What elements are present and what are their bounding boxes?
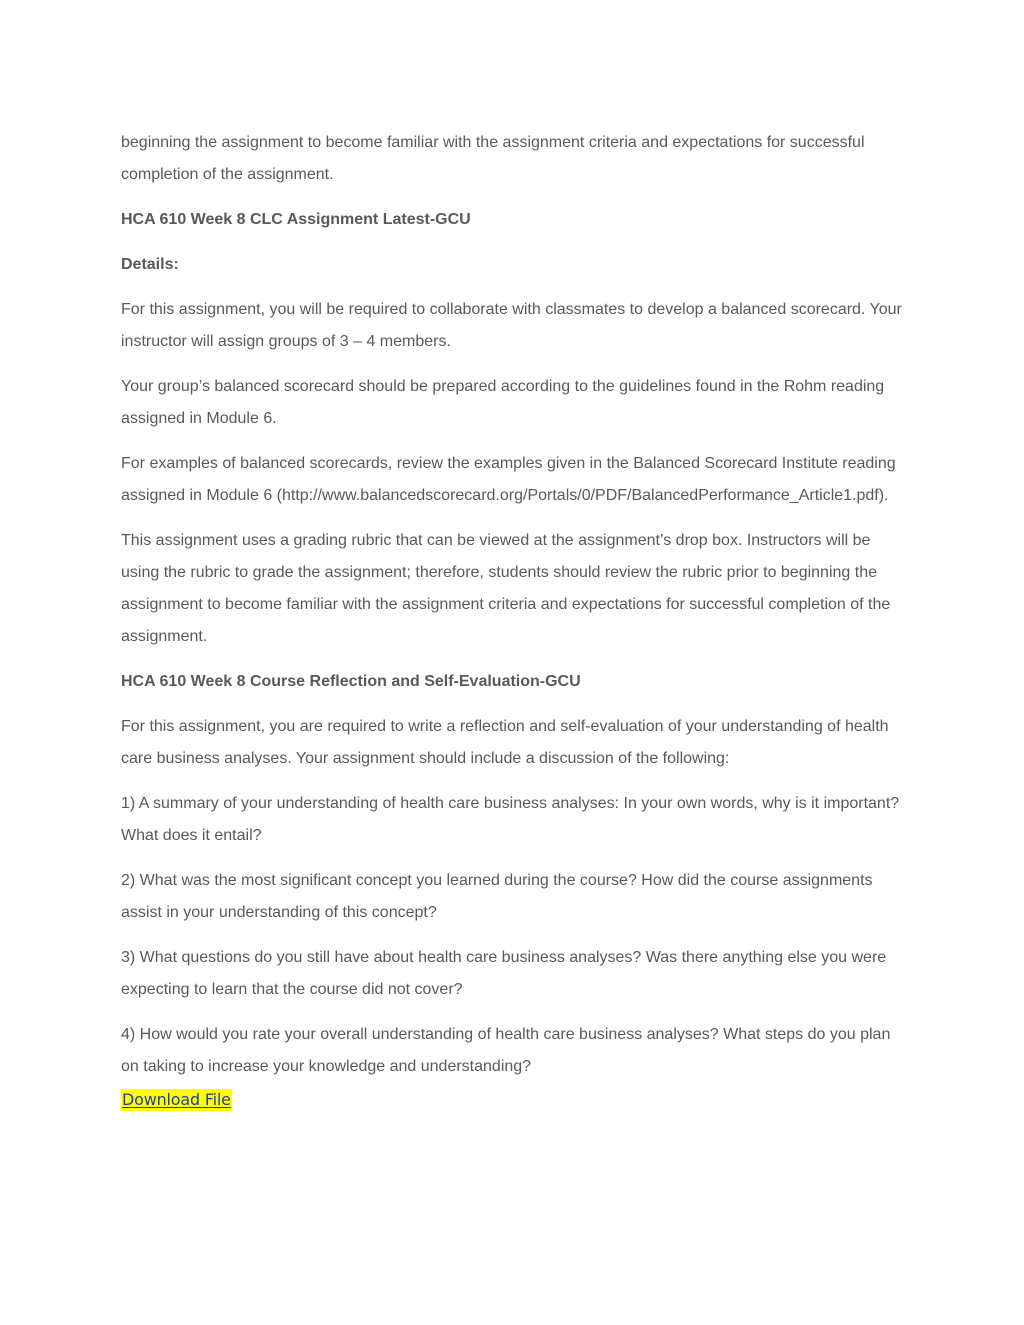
list-item: 2) What was the most significant concept you learned during the course? How did the course assignments assist in your understanding of this concept?: [121, 872, 873, 921]
paragraph-collaborate: For this assignment, you will be required to collaborate with classmates to develop a balanced scorecard. Your instructor will assign groups of 3 – 4 members.: [121, 301, 902, 350]
list-item: 3) What questions do you still have about health care business analyses? Was there anything else you were expecting to learn that the course did not cover?: [121, 949, 887, 998]
paragraph-grading-rubric: This assignment uses a grading rubric that can be viewed at the assignment’s drop box. Instructors will be using the rubric to grade the assignment; therefore, students should review the rubric prior to beginning the assignment to become familiar with the assignment criteria and expectations for successful completion of the assignment.: [121, 532, 891, 645]
paragraph-rohm-guidelines: Your group’s balanced scorecard should be prepared according to the guidelines found in the Rohm reading assigned in Module 6.: [121, 378, 885, 427]
paragraph-reflection-intro: For this assignment, you are required to write a reflection and self-evaluation of your understanding of health care business analyses. Your assignment should include a discussion of the following:: [121, 718, 889, 767]
details-label: Details:: [121, 256, 179, 273]
download-file-link[interactable]: Download File: [122, 1090, 231, 1109]
list-item: 1) A summary of your understanding of health care business analyses: In your own words, why is it important? What does it entail?: [121, 795, 900, 844]
heading-course-reflection: HCA 610 Week 8 Course Reflection and Self-Evaluation-GCU: [121, 673, 581, 690]
heading-clc-assignment: HCA 610 Week 8 CLC Assignment Latest-GCU: [121, 211, 471, 228]
paragraph-continuation: beginning the assignment to become familiar with the assignment criteria and expectations for successful completion of the assignment.: [121, 134, 865, 183]
list-item: 4) How would you rate your overall understanding of health care business analyses? What steps do you plan on taking to increase your knowledge and understanding?: [121, 1026, 891, 1075]
document-page: [121, 127, 911, 1117]
paragraph-scorecard-examples: For examples of balanced scorecards, review the examples given in the Balanced Scorecard Institute reading assigned in Module 6 (http://www.balancedscorecard.org/Portals/0/PDF/BalancedPerformance_Article1.pdf).: [121, 455, 896, 504]
